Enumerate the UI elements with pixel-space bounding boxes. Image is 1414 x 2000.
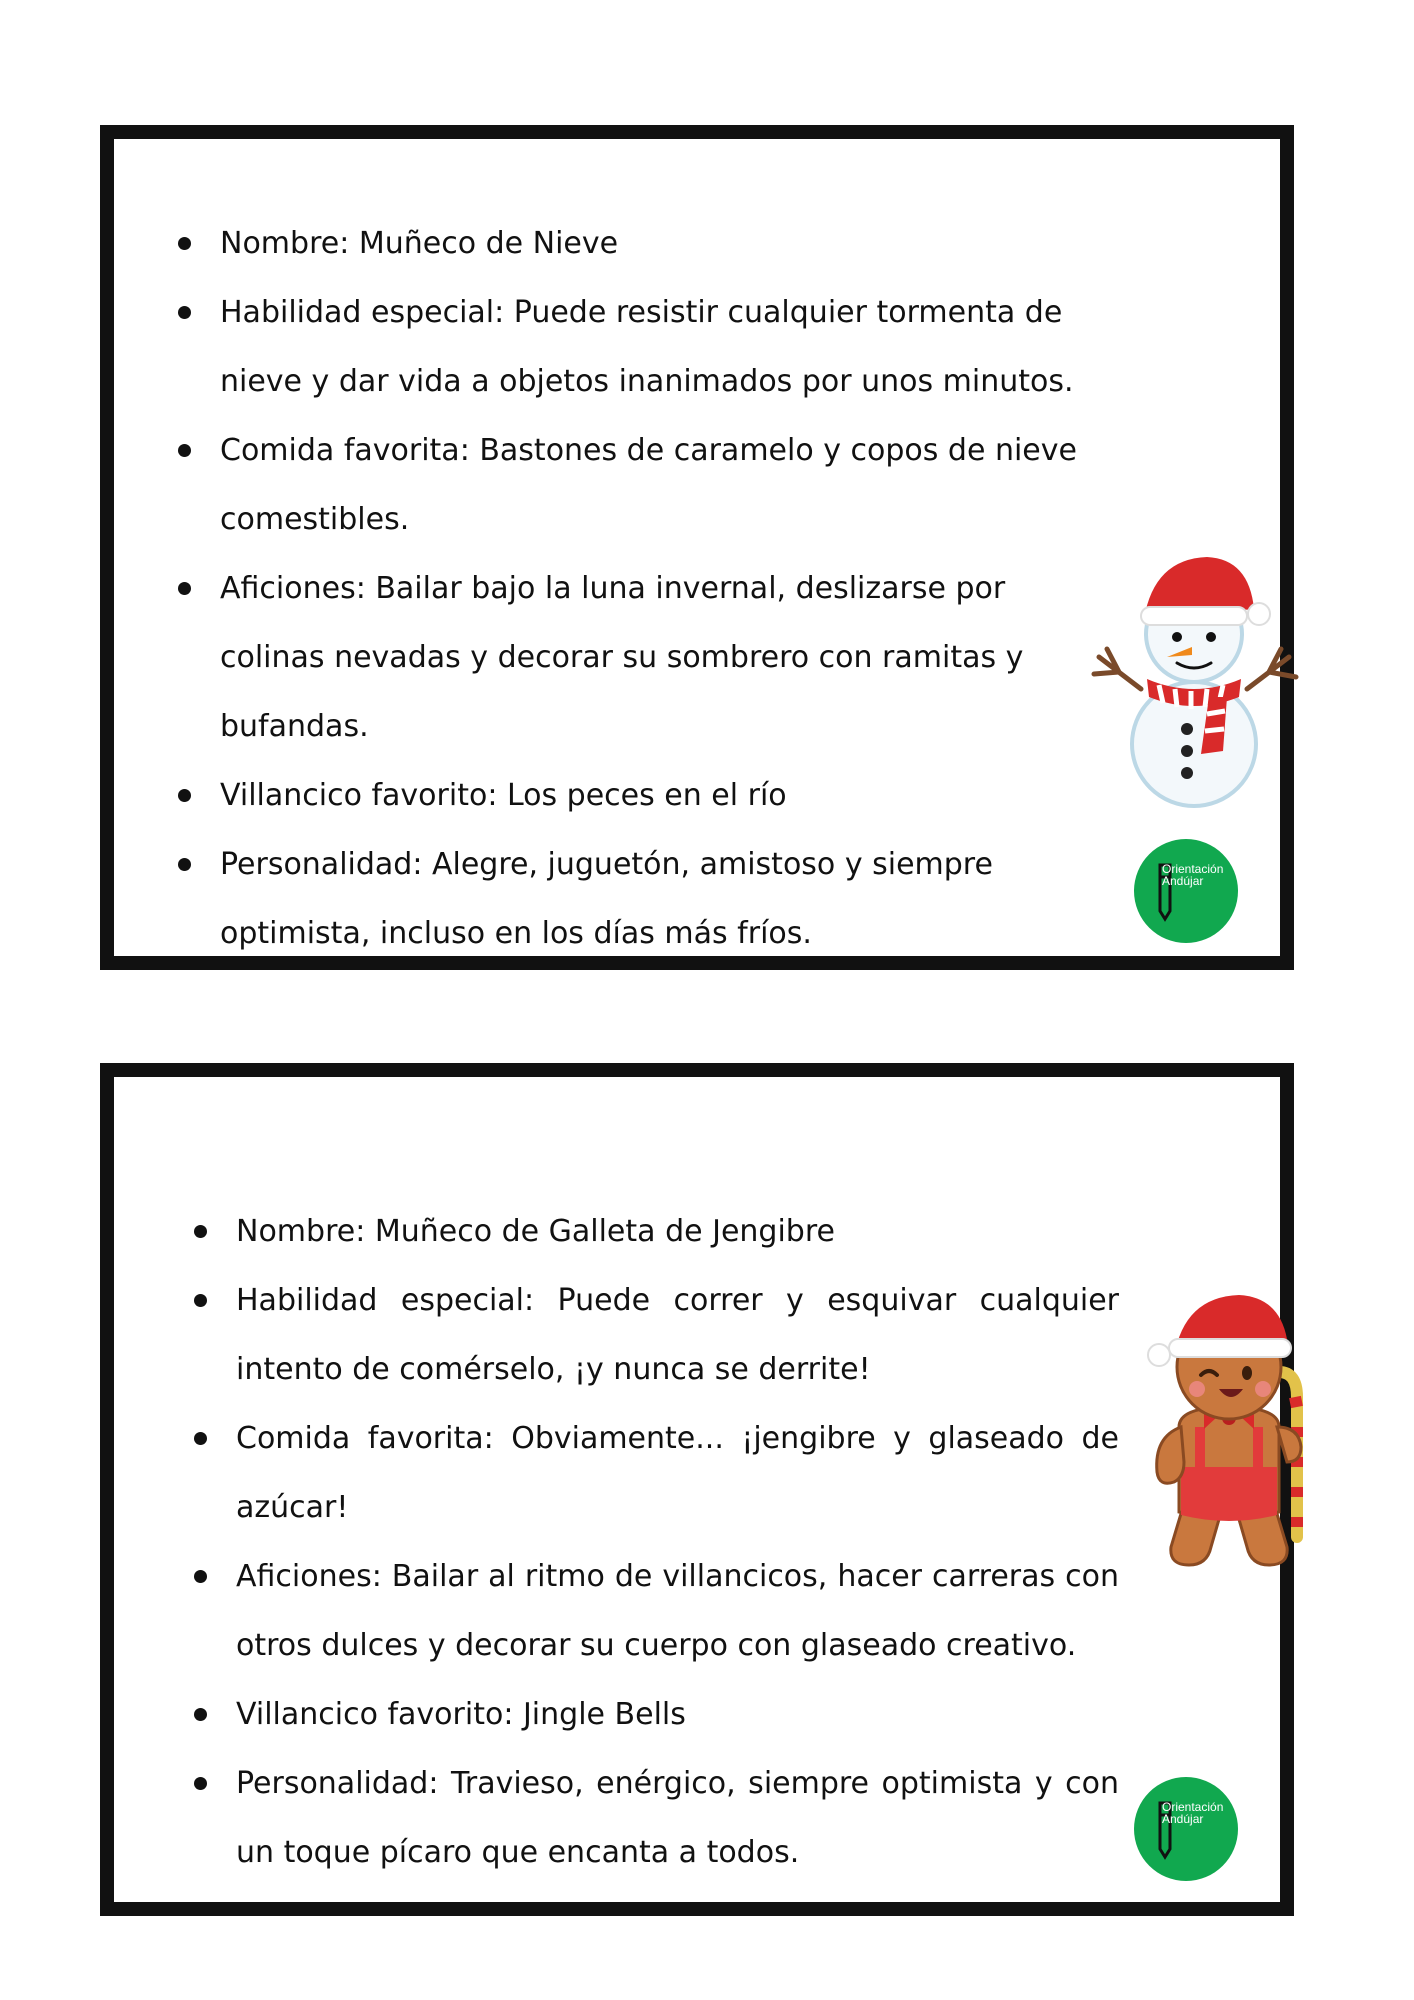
list-item: Habilidad especial: Puede correr y esquivar cualquier intento de comérselo, ¡y nunca se derrite! <box>194 1266 1119 1404</box>
bullet-icon <box>194 1294 207 1307</box>
bullet-icon <box>178 789 191 802</box>
bullet-icon <box>178 444 191 457</box>
bullet-icon <box>194 1570 207 1583</box>
trait-list <box>178 209 1118 968</box>
bullet-icon <box>194 1708 207 1721</box>
snowman-icon <box>1089 539 1299 809</box>
list-item: Nombre: Muñeco de Nieve <box>178 209 1118 278</box>
character-card-snowman <box>100 125 1294 970</box>
bullet-icon <box>178 582 191 595</box>
list-item: Villancico favorito: Jingle Bells <box>194 1680 1119 1749</box>
bullet-icon <box>178 237 191 250</box>
bullet-icon <box>194 1432 207 1445</box>
list-item: Comida favorita: Bastones de caramelo y copos de nieve comestibles. <box>178 416 1118 554</box>
orientacion-andujar-logo: Orientación Andújar <box>1134 839 1238 943</box>
list-item: Villancico favorito: Los peces en el río <box>178 761 1118 830</box>
list-item: Aficiones: Bailar bajo la luna invernal, deslizarse por colinas nevadas y decorar su sombrero con ramitas y bufandas. <box>178 554 1118 761</box>
list-item: Personalidad: Travieso, enérgico, siempre optimista y con un toque pícaro que encanta a todos. <box>194 1749 1119 1887</box>
bullet-icon <box>178 306 191 319</box>
trait-list <box>194 1197 1119 1887</box>
pencil-icon <box>1134 1777 1238 1881</box>
list-item: Aficiones: Bailar al ritmo de villancicos, hacer carreras con otros dulces y decorar su cuerpo con glaseado creativo. <box>194 1542 1119 1680</box>
character-card-gingerbread <box>100 1063 1294 1916</box>
orientacion-andujar-logo: Orientación Andújar <box>1134 1777 1238 1881</box>
bullet-icon <box>194 1225 207 1238</box>
bullet-icon <box>178 858 191 871</box>
list-item: Nombre: Muñeco de Galleta de Jengibre <box>194 1197 1119 1266</box>
pencil-icon <box>1134 839 1238 943</box>
list-item: Personalidad: Alegre, juguetón, amistoso y siempre optimista, incluso en los días más fríos. <box>178 830 1118 968</box>
list-item: Comida favorita: Obviamente... ¡jengibre y glaseado de azúcar! <box>194 1404 1119 1542</box>
list-item: Habilidad especial: Puede resistir cualquier tormenta de nieve y dar vida a objetos inanimados por unos minutos. <box>178 278 1118 416</box>
gingerbread-man-icon <box>1129 1277 1329 1577</box>
bullet-icon <box>194 1777 207 1790</box>
